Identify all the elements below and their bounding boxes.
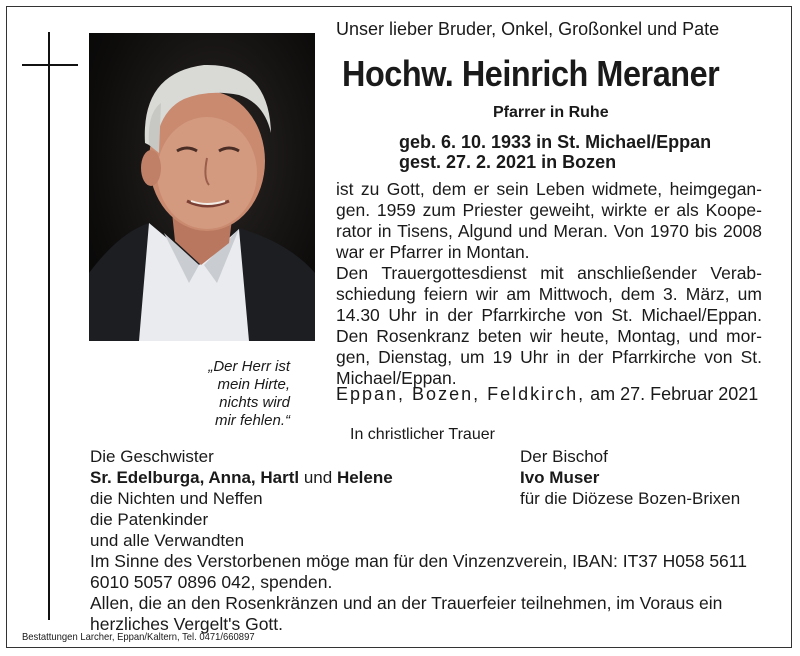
bishop-name: Ivo Muser: [520, 468, 600, 487]
text-line: Den Rosenkranz beten wir heute, Montag, und mor-: [336, 326, 762, 346]
family-line: und alle Verwandten: [90, 531, 245, 550]
family-line: Die Geschwister: [90, 447, 214, 466]
quote-line: „Der Herr ist: [208, 358, 290, 375]
text-line: schiedung feiern wir am Mittwoch, dem 3. März, um: [336, 284, 762, 304]
donation-line: 6010 5057 0896 042, spenden.: [90, 572, 333, 592]
text-line: rator in Tisens, Algund und Meran. Von 1970 bis 2008: [336, 221, 762, 241]
intro-line: Unser lieber Bruder, Onkel, Großonkel und Pate: [336, 19, 720, 39]
and-word: und: [303, 468, 333, 487]
text-line: gen, Dienstag, um 19 Uhr in der Pfarrkirche von St.: [336, 347, 762, 367]
donation-block: [90, 551, 776, 635]
siblings-line: [90, 467, 393, 488]
places-date: [336, 384, 758, 405]
birth-date: geb. 6. 10. 1933 in St. Michael/Eppan: [399, 132, 712, 152]
donation-line: Allen, die an den Rosenkränzen und an der Trauerfeier teilnehmen, im Voraus ein: [90, 593, 723, 613]
donation-line: Im Sinne des Verstorbenen möge man für den Vinzenzverein, IBAN: IT37 H058 5611: [90, 551, 747, 571]
notice-date: am 27. Februar 2021: [590, 384, 759, 404]
mourning-line: In christlicher Trauer: [350, 426, 495, 443]
donation-line: herzliches Vergelt's Gott.: [90, 614, 284, 634]
deceased-name: Hochw. Heinrich Meraner: [342, 53, 720, 94]
bishop-diocese: für die Diözese Bozen-Brixen: [520, 489, 741, 508]
family-block: [90, 446, 393, 551]
family-line: die Patenkinder: [90, 510, 209, 529]
places: Eppan, Bozen, Feldkirch,: [336, 384, 586, 404]
text-line: Michael/Eppan.: [336, 368, 457, 388]
funeral-home-footer: Bestattungen Larcher, Eppan/Kaltern, Tel. 0471/660897: [22, 631, 255, 643]
quote-line: mir fehlen.“: [214, 412, 290, 429]
sibling-name: Helene: [336, 468, 393, 487]
quote-line: nichts wird: [219, 394, 290, 411]
text-line: Den Trauergottesdienst mit anschließender Verab-: [336, 263, 762, 283]
quote: [120, 358, 290, 430]
cross-icon-bar: [22, 64, 78, 66]
text-line: gen. 1959 zum Priester geweiht, wirkte er als Koope-: [336, 200, 762, 220]
quote-line: mein Hirte,: [217, 376, 290, 393]
text-line: 14.30 Uhr in der Pfarrkirche von St. Michael/Eppan.: [336, 305, 762, 325]
text-line: ist zu Gott, dem er sein Leben widmete, heimgegan-: [336, 179, 762, 199]
siblings-names: Sr. Edelburga, Anna, Hartl: [90, 468, 300, 487]
cross-icon: [48, 32, 50, 620]
text-line: war er Pfarrer in Montan.: [336, 242, 530, 262]
bishop-title: Der Bischof: [520, 447, 608, 466]
notice-text: [336, 179, 762, 389]
bishop-block: [520, 446, 740, 509]
deceased-role: Pfarrer in Ruhe: [493, 104, 609, 121]
family-line: die Nichten und Neffen: [90, 489, 263, 508]
death-date: gest. 27. 2. 2021 in Bozen: [399, 152, 617, 172]
portrait-photo: [89, 33, 315, 341]
